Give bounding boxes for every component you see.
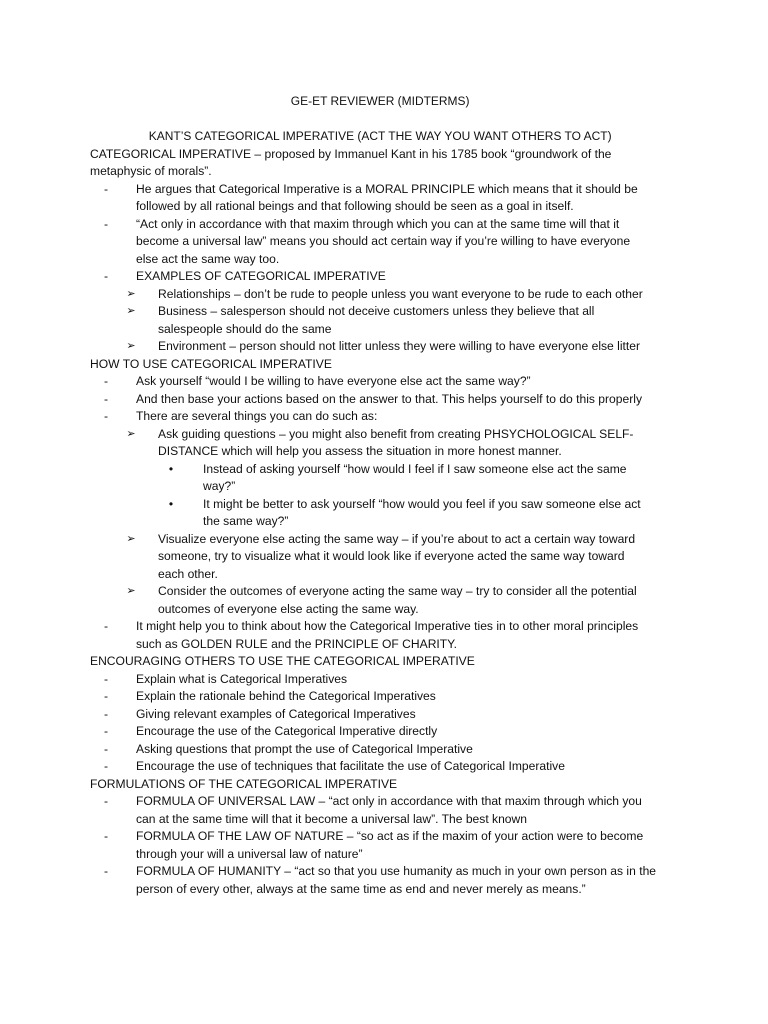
- text-line: There are several things you can do such as:: [136, 409, 378, 423]
- dash-marker: -: [103, 794, 109, 808]
- arrow-bullet-icon: ➢: [126, 533, 136, 545]
- dash-marker: -: [103, 689, 109, 703]
- text-line: He argues that Categorical Imperative is a MORAL PRINCIPLE which means that it should be: [136, 182, 638, 196]
- text-line: metaphysic of morals”.: [90, 164, 212, 178]
- text-line: FORMULA OF HUMANITY – “act so that you use humanity as much in your own person as in the: [136, 864, 657, 878]
- text-line: Relationships – don’t be rude to people unless you want everyone to be rude to each other: [158, 287, 643, 301]
- text-line: Encourage the use of the Categorical Imperative directly: [136, 724, 438, 738]
- text-line: “Act only in accordance with that maxim through which you can at the same time will that it: [136, 217, 620, 231]
- text-line: ENCOURAGING OTHERS TO USE THE CATEGORICAL IMPERATIVE: [90, 654, 475, 668]
- text-line: outcomes of everyone else acting the same way.: [158, 602, 419, 616]
- text-line: Ask guiding questions – you might also benefit from creating PHSYCHOLOGICAL SELF-: [158, 427, 634, 441]
- text-line: FORMULA OF THE LAW OF NATURE – “so act as if the maxim of your action were to become: [136, 829, 644, 843]
- text-line: FORMULATIONS OF THE CATEGORICAL IMPERATIVE: [90, 777, 398, 791]
- dash-marker: -: [103, 619, 109, 633]
- text-line: through your will a universal law of nature”: [136, 847, 363, 861]
- dash-marker: -: [103, 392, 109, 406]
- text-line: It might help you to think about how the Categorical Imperative ties in to other moral principles: [136, 619, 639, 633]
- text-line: salespeople should do the same: [158, 322, 332, 336]
- text-line: Explain the rationale behind the Categorical Imperatives: [136, 689, 436, 703]
- text-line: else act the same way too.: [136, 252, 280, 266]
- text-line: Instead of asking yourself “how would I feel if I saw someone else act the same: [203, 462, 627, 476]
- text-line: Asking questions that prompt the use of Categorical Imperative: [136, 742, 473, 756]
- arrow-bullet-icon: ➢: [126, 585, 136, 597]
- text-line: HOW TO USE CATEGORICAL IMPERATIVE: [90, 357, 332, 371]
- text-line: EXAMPLES OF CATEGORICAL IMPERATIVE: [136, 269, 386, 283]
- dash-marker: -: [103, 742, 109, 756]
- dash-marker: -: [103, 217, 109, 231]
- text-line: And then base your actions based on the answer to that. This helps yourself to do this properly: [136, 392, 643, 406]
- dash-marker: -: [103, 864, 109, 878]
- dash-marker: -: [103, 269, 109, 283]
- text-line: each other.: [158, 567, 218, 581]
- text-line: someone, try to visualize what it would look like if everyone acted the same way toward: [158, 549, 625, 563]
- text-line: person of every other, always at the same time as end and never merely as means.”: [136, 882, 586, 896]
- dash-marker: -: [103, 707, 109, 721]
- dash-marker: -: [103, 409, 109, 423]
- dash-marker: -: [103, 759, 109, 773]
- text-line: FORMULA OF UNIVERSAL LAW – “act only in accordance with that maxim through which you: [136, 794, 642, 808]
- text-line: Business – salesperson should not deceive customers unless they believe that all: [158, 304, 595, 318]
- text-line: Visualize everyone else acting the same way – if you’re about to act a certain way toward: [158, 532, 636, 546]
- arrow-bullet-icon: ➢: [126, 288, 136, 300]
- bullet-icon: •: [168, 497, 174, 511]
- document-subtitle: KANT’S CATEGORICAL IMPERATIVE (ACT THE WAY YOU WANT OTHERS TO ACT): [148, 129, 612, 143]
- text-line: Giving relevant examples of Categorical Imperatives: [136, 707, 416, 721]
- text-line: CATEGORICAL IMPERATIVE – proposed by Immanuel Kant in his 1785 book “groundwork of the: [90, 147, 612, 161]
- text-line: Ask yourself “would I be willing to have everyone else act the same way?”: [136, 374, 531, 388]
- arrow-bullet-icon: ➢: [126, 340, 136, 352]
- text-line: followed by all rational beings and that following should be seen as a goal in itself.: [136, 199, 574, 213]
- arrow-bullet-icon: ➢: [126, 305, 136, 317]
- text-line: way?”: [203, 479, 236, 493]
- text-line: such as GOLDEN RULE and the PRINCIPLE OF CHARITY.: [136, 637, 458, 651]
- dash-marker: -: [103, 182, 109, 196]
- dash-marker: -: [103, 672, 109, 686]
- dash-marker: -: [103, 724, 109, 738]
- text-line: Explain what is Categorical Imperatives: [136, 672, 348, 686]
- text-line: can at the same time will that it become a universal law”. The best known: [136, 812, 527, 826]
- text-line: DISTANCE which will help you assess the situation in more honest manner.: [158, 444, 562, 458]
- text-line: become a universal law” means you should act certain way if you’re willing to have everyone: [136, 234, 631, 248]
- text-line: the same way?”: [203, 514, 289, 528]
- text-line: Consider the outcomes of everyone acting the same way – try to consider all the potential: [158, 584, 637, 598]
- document-title: GE-ET REVIEWER (MIDTERMS): [290, 94, 470, 108]
- arrow-bullet-icon: ➢: [126, 428, 136, 440]
- bullet-icon: •: [168, 462, 174, 476]
- text-line: Encourage the use of techniques that facilitate the use of Categorical Imperative: [136, 759, 565, 773]
- text-line: It might be better to ask yourself “how would you feel if you saw someone else act: [203, 497, 641, 511]
- dash-marker: -: [103, 374, 109, 388]
- dash-marker: -: [103, 829, 109, 843]
- text-line: Environment – person should not litter unless they were willing to have everyone else litter: [158, 339, 640, 353]
